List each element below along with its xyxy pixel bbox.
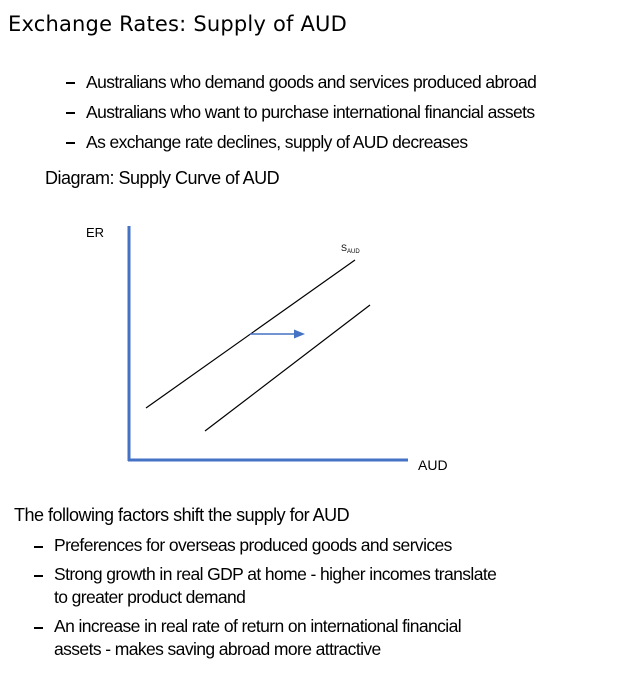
factors-heading: The following factors shift the supply for AUD bbox=[14, 505, 350, 525]
supply-curve-label: $S_{AUD}$ bbox=[341, 243, 360, 255]
dash-bullet-icon bbox=[66, 82, 75, 84]
list-item-text: As exchange rate declines, supply of AUD decreases bbox=[86, 132, 468, 152]
list-item-text: An increase in real rate of return on international financial bbox=[54, 616, 461, 636]
dash-bullet-icon bbox=[66, 112, 75, 114]
list-item-text: Australians who demand goods and services produced abroad bbox=[86, 72, 537, 92]
dash-bullet-icon bbox=[34, 546, 43, 548]
list-item-text-continued: assets - makes saving abroad more attractive bbox=[54, 639, 381, 659]
dash-bullet-icon bbox=[34, 575, 43, 577]
list-item bbox=[66, 101, 536, 131]
dash-bullet-icon bbox=[66, 142, 75, 144]
list-item-text: Australians who want to purchase international financial assets bbox=[86, 102, 535, 122]
page-title: Exchange Rates: Supply of AUD bbox=[8, 12, 347, 36]
x-axis-label: AUD bbox=[418, 457, 448, 473]
list-item bbox=[34, 534, 496, 557]
arrow-right-icon bbox=[294, 330, 305, 339]
y-axis-label: ER bbox=[86, 225, 105, 240]
supply-reasons-list bbox=[66, 71, 536, 161]
diagram-heading: Diagram: Supply Curve of AUD bbox=[45, 168, 280, 188]
list-item bbox=[34, 563, 496, 609]
list-item bbox=[66, 71, 536, 101]
supply-curve-shifted bbox=[205, 305, 370, 431]
dash-bullet-icon bbox=[34, 627, 43, 629]
list-item bbox=[66, 131, 536, 161]
supply-curve-diagram bbox=[0, 215, 480, 475]
list-item-text: Strong growth in real GDP at home - higher incomes translate bbox=[54, 564, 497, 584]
list-item-text-continued: to greater product demand bbox=[54, 587, 246, 607]
list-item-text: Preferences for overseas produced goods and services bbox=[54, 535, 452, 555]
list-item bbox=[34, 615, 496, 661]
shift-factors-list bbox=[34, 534, 496, 667]
